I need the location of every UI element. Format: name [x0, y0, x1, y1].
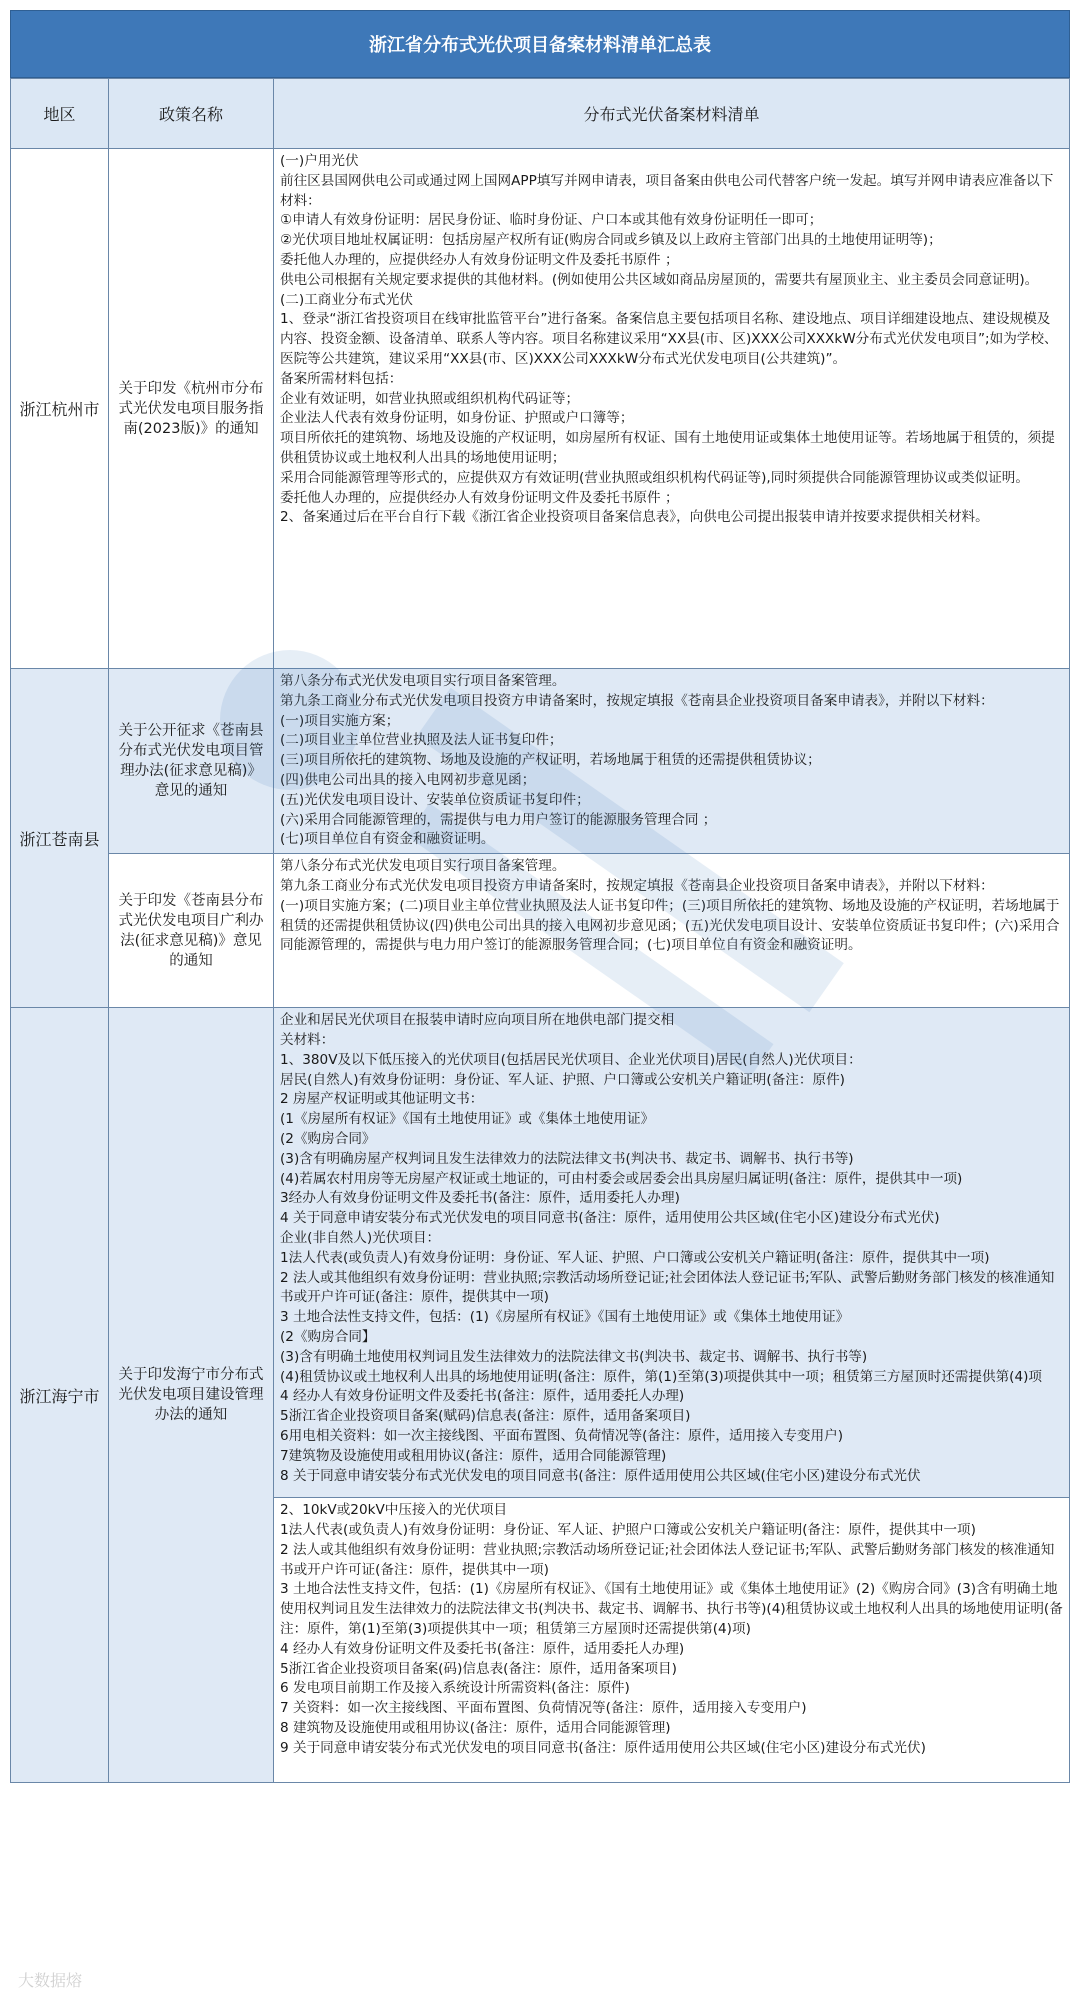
- table-row-cangnan-2: [11, 854, 1070, 1008]
- header-list: 分布式光伏备案材料清单: [274, 79, 1070, 149]
- list-line: 1法人代表(或负责人)有效身份证明：身份证、军人证、护照户口簿或公安机关户籍证明(备注：原件，提供其中一项): [280, 1521, 976, 1538]
- list-line: (三)项目所依托的建筑物、场地及设施的产权证明，若场地属于租赁的还需提供租赁协议；: [280, 752, 821, 769]
- list-cangnan-1: [274, 669, 1070, 854]
- list-haining-1: [274, 1008, 1070, 1498]
- list-line: ②光伏项目地址权属证明：包括房屋产权所有证(购房合同或乡镇及以上政府主管部门出具的土地使用证明等)；: [280, 232, 942, 249]
- list-line: 1、登录“浙江省投资项目在线审批监管平台”进行备案。备案信息主要包括项目名称、建设地点、项目详细建设地点、建设规模及内容、投资金额、设备清单、联系人等内容。项目名称建议采用“XX县(市、区)XXX公司XXXkW分布式光伏发电项目”;如为学校、医院等公共建筑，建议采用“XX县(市、区)XXX公司XXXkW分布式光伏发电项目(公共建筑)”。: [280, 311, 1058, 367]
- list-line: 1、380V及以下低压接入的光伏项目(包括居民光伏项目、企业光伏项目)居民(自然人)光伏项目：: [280, 1051, 862, 1068]
- list-line: 供电公司根据有关规定要求提供的其他材料。(例如使用公共区域如商品房屋顶的，需要共有屋顶业主、业主委员会同意证明)。: [280, 271, 1039, 288]
- list-line: (一)项目实施方案；: [280, 712, 400, 729]
- list-line: 采用合同能源管理等形式的，应提供双方有效证明(营业执照或组织机构代码证等),同时须提供合同能源管理协议或类似证明。: [280, 469, 1029, 486]
- list-haining-2: [274, 1498, 1070, 1783]
- list-line: (六)采用合同能源管理的，需提供与电力用户签订的能源服务管理合同 ；: [280, 811, 717, 828]
- list-line: 项目所依托的建筑物、场地及设施的产权证明，如房屋所有权证、国有土地使用证或集体土地使用证等。若场地属于租赁的，须提供租赁协议或土地权利人出具的场地使用证明；: [280, 430, 1055, 466]
- list-line: 企业(非自然人)光伏项目：: [280, 1229, 441, 1246]
- list-hangzhou: [274, 149, 1070, 669]
- list-line: (二)工商业分布式光伏: [280, 291, 413, 308]
- list-line: 第九条工商业分布式光伏发电项目投资方申请备案时，按规定填报《苍南县企业投资项目备案申请表》，并附以下材料：: [280, 877, 994, 894]
- list-line: 居民(自然人)有效身份证明：身份证、军人证、护照、户口簿或公安机关户籍证明(备注：原件): [280, 1071, 845, 1088]
- list-line: 第八条分布式光伏发电项目实行项目备案管理。: [280, 858, 566, 875]
- table-title: 浙江省分布式光伏项目备案材料清单汇总表: [10, 10, 1070, 78]
- table-row-hangzhou: [11, 149, 1070, 669]
- table-row-cangnan-1: [11, 669, 1070, 854]
- region-cangnan: 浙江苍南县: [11, 669, 109, 1008]
- list-line: 委托他人办理的，应提供经办人有效身份证明文件及委托书原件 ；: [280, 251, 679, 268]
- list-line: 4 经办人有效身份证明文件及委托书(备注：原件，适用委托人办理): [280, 1388, 685, 1405]
- list-line: 9 关于同意申请安装分布式光伏发电的项目同意书(备注：原件适用使用公共区域(住宅小区)建设分布式光伏): [280, 1739, 926, 1756]
- list-line: 第八条分布式光伏发电项目实行项目备案管理。: [280, 673, 566, 689]
- list-line: (3)含有明确房屋产权判词且发生法律效力的法院法律文书(判决书、裁定书、调解书、执行书等): [280, 1150, 854, 1167]
- policy-hangzhou: 关于印发《杭州市分布式光伏发电项目服务指南(2023版)》的通知: [109, 149, 274, 669]
- list-line: 3 土地合法性支持文件，包括：(1)《房屋所有权证》、《国有土地使用证》或《集体土地使用证》(2)《购房合同》(3)含有明确土地使用权判词且发生法律效力的法院法律文书(判决书、裁定书、调解书、执行书等)(4)租赁协议或土地权利人出具的场地使用证明(备注：原件，第(1)至第(3)项提供其中一项；租赁第三方屋顶时还需提供第(4)项): [280, 1581, 1063, 1637]
- list-line: 第九条工商业分布式光伏发电项目投资方申请备案时，按规定填报《苍南县企业投资项目备案申请表》，并附以下材料：: [280, 692, 994, 709]
- list-line: 2、备案通过后在平台自行下载《浙江省企业投资项目备案信息表》，向供电公司提出报装申请并按要求提供相关材料。: [280, 509, 989, 526]
- list-line: 企业有效证明，如营业执照或组织机构代码证等；: [280, 390, 580, 407]
- policy-cangnan-1: 关于公开征求《苍南县分布式光伏发电项目管理办法(征求意见稿)》意见的通知: [109, 669, 274, 854]
- list-line: 关材料：: [280, 1031, 335, 1048]
- header-region: 地区: [11, 79, 109, 149]
- list-line: (一)户用光伏: [280, 153, 359, 169]
- list-line: 企业法人代表有效身份证明，如身份证、护照或户口簿等；: [280, 410, 634, 427]
- list-line: 企业和居民光伏项目在报装申请时应向项目所在地供电部门提交相: [280, 1012, 675, 1029]
- list-line: 2 法人或其他组织有效身份证明：营业执照;宗教活动场所登记证;社会团体法人登记证书;军队、武警后勤财务部门核发的核准通知书或开户许可证(备注：原件，提供其中一项): [280, 1269, 1055, 1306]
- list-line: 1法人代表(或负责人)有效身份证明：身份证、军人证、护照、户口簿或公安机关户籍证明(备注：原件，提供其中一项): [280, 1249, 990, 1266]
- policy-cangnan-2: 关于印发《苍南县分布式光伏发电项目广利办法(征求意见稿)》意见的通知: [109, 854, 274, 1008]
- header-policy: 政策名称: [109, 79, 274, 149]
- list-line: ①申请人有效身份证明：居民身份证、临时身份证、户口本或其他有效身份证明任一即可；: [280, 212, 823, 229]
- policy-haining: 关于印发海宁市分布式光伏发电项目建设管理办法的通知: [109, 1008, 274, 1783]
- list-line: 4 关于同意申请安装分布式光伏发电的项目同意书(备注：原件，适用使用公共区域(住宅小区)建设分布式光伏): [280, 1210, 940, 1227]
- list-line: (3)含有明确土地使用权判词且发生法律效力的法院法律文书(判决书、裁定书、调解书、执行书等): [280, 1348, 868, 1365]
- list-line: (七)项目单位自有资金和融资证明。: [280, 831, 495, 848]
- table-row-haining-1: [11, 1008, 1070, 1498]
- list-line: 7建筑物及设施使用或租用协议(备注：原件，适用合同能源管理): [280, 1447, 667, 1464]
- list-line: 2 法人或其他组织有效身份证明：营业执照;宗教活动场所登记证;社会团体法人登记证书;军队、武警后勤财务部门核发的核准通知书或开户许可证(备注：原件，提供其中一项): [280, 1541, 1055, 1578]
- list-line: 5浙江省企业投资项目备案(码)信息表(备注：原件，适用备案项目): [280, 1660, 677, 1677]
- list-line: 5浙江省企业投资项目备案(赋码)信息表(备注：原件，适用备案项目): [280, 1408, 691, 1425]
- list-line: 4 经办人有效身份证明文件及委托书(备注：原件，适用委托人办理): [280, 1640, 685, 1657]
- list-line: (四)供电公司出具的接入电网初步意见函；: [280, 771, 536, 788]
- list-line: (二)项目业主单位营业执照及法人证书复印件；: [280, 732, 563, 749]
- list-line: 备案所需材料包括：: [280, 370, 403, 387]
- list-line: 委托他人办理的，应提供经办人有效身份证明文件及委托书原件 ；: [280, 489, 679, 506]
- list-line: (2《购房合同】: [280, 1328, 376, 1345]
- list-line: (4)若属农村用房等无房屋产权证或土地证的，可由村委会或居委会出具房屋归属证明(备注：原件，提供其中一项): [280, 1170, 963, 1187]
- list-line: 3经办人有效身份证明文件及委托书(备注：原件，适用委托人办理): [280, 1190, 680, 1207]
- list-line: (五)光伏发电项目设计、安装单位资质证书复印件；: [280, 791, 590, 808]
- list-line: 3 土地合法性支持文件，包括：(1)《房屋所有权证》《国有土地使用证》或《集体土地使用证》: [280, 1309, 850, 1326]
- list-line: 8 关于同意申请安装分布式光伏发电的项目同意书(备注：原件适用使用公共区域(住宅小区)建设分布式光伏: [280, 1467, 921, 1484]
- footer-brand: 大数据熔: [18, 1971, 83, 1990]
- list-line: 8 建筑物及设施使用或租用协议(备注：原件，适用合同能源管理): [280, 1719, 671, 1736]
- list-line: (2《购房合同》: [280, 1130, 376, 1147]
- list-line: 2 房屋产权证明或其他证明文书：: [280, 1091, 484, 1108]
- materials-table: [10, 78, 1070, 1783]
- list-line: (一)项目实施方案；(二)项目业主单位营业执照及法人证书复印件；(三)项目所依托的建筑物、场地及设施的产权证明，若场地属于租赁的还需提供租赁协议(四)供电公司出具的接入电网初步意见函；(五)光伏发电项目设计、安装单位资质证书复印件；(六)采用合同能源管理的，需提供与电力用户签订的能源服务管理合同；(七)项目单位自有资金和融资证明。: [280, 897, 1060, 954]
- region-haining: 浙江海宁市: [11, 1008, 109, 1783]
- list-line: 7 关资料：如一次主接线图、平面布置图、负荷情况等(备注：原件，适用接入专变用户): [280, 1700, 807, 1717]
- header-row: [11, 79, 1070, 149]
- list-line: 前往区县国网供电公司或通过网上国网APP填写并网申请表，项目备案由供电公司代替客户统一发起。填写并网申请表应准备以下材料：: [280, 172, 1054, 209]
- list-line: 6用电相关资料：如一次主接线图、平面布置图、负荷情况等(备注：原件，适用接入专变用户): [280, 1427, 844, 1444]
- list-line: 2、10kV或20kV中压接入的光伏项目: [280, 1502, 508, 1519]
- list-line: (1《房屋所有权证》《国有土地使用证》或《集体土地使用证》: [280, 1111, 655, 1128]
- region-hangzhou: 浙江杭州市: [11, 149, 109, 669]
- list-cangnan-2: [274, 854, 1070, 1008]
- list-line: 6 发电项目前期工作及接入系统设计所需资料(备注：原件): [280, 1680, 630, 1697]
- list-line: (4)租赁协议或土地权利人出具的场地使用证明(备注：原件，第(1)至第(3)项提供其中一项；租赁第三方屋顶时还需提供第(4)项: [280, 1368, 1043, 1385]
